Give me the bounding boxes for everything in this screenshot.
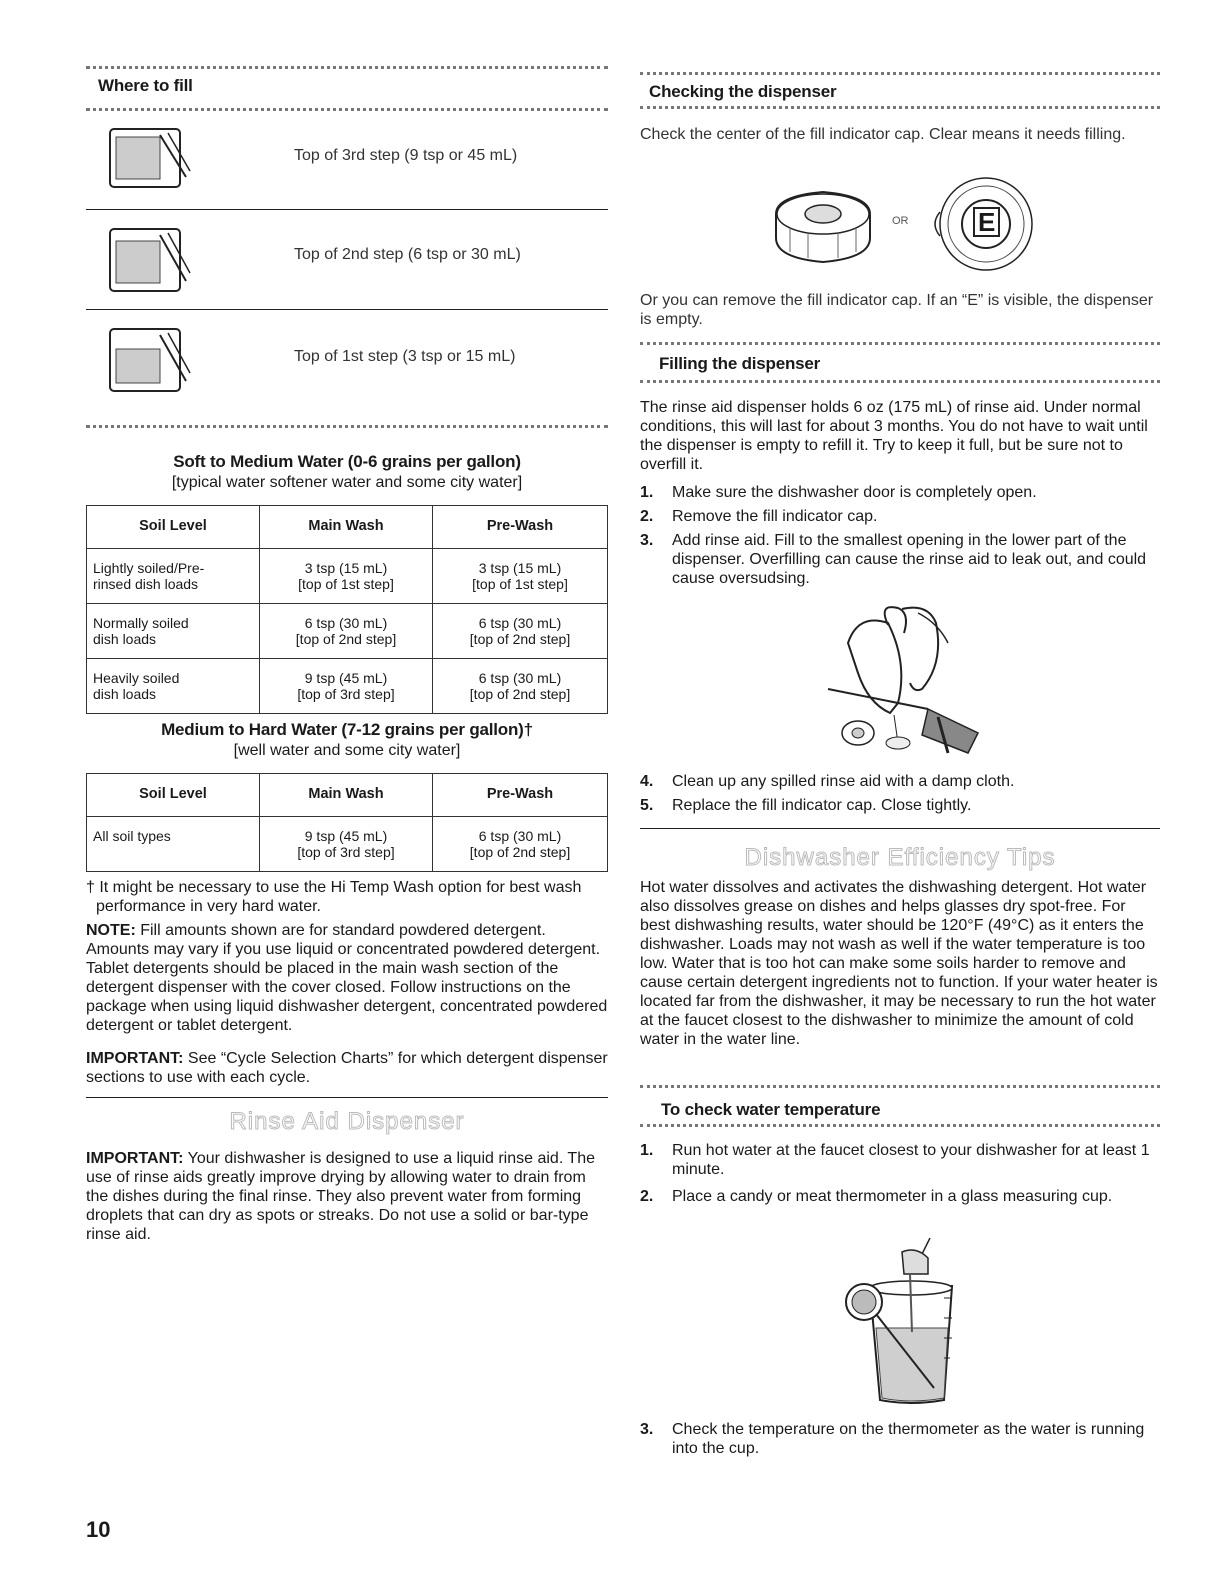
dispenser-cup-icon (106, 325, 192, 397)
fill-step-1 (86, 325, 608, 405)
list-item (640, 1187, 1160, 1206)
divider (640, 72, 1160, 75)
step-number: 4. (640, 773, 654, 790)
fill-step-label: Top of 3rd step (9 tsp or 45 mL) (294, 147, 518, 164)
step-text: Replace the fill indicator cap. Close tightly. (672, 797, 972, 814)
soft-water-section (86, 452, 608, 492)
list-item (640, 507, 1160, 526)
hard-water-subtitle: [well water and some city water] (233, 742, 461, 759)
step-text: Run hot water at the faucet closest to your dishwasher for at least 1 minute. (672, 1142, 1150, 1178)
step-number: 2. (640, 1188, 654, 1205)
list-item (640, 772, 1160, 791)
where-to-fill-heading: Where to fill (98, 76, 193, 95)
page-number: 10 (86, 1517, 111, 1542)
column-header: Pre-Wash (433, 774, 608, 817)
divider (640, 380, 1160, 383)
table-row (87, 659, 608, 714)
soil-level-cell: Heavily soiled dish loads (87, 659, 260, 714)
checking-heading: Checking the dispenser (649, 82, 837, 101)
divider (86, 309, 608, 310)
divider (86, 425, 608, 428)
checking-text: Check the center of the fill indicator cap. Clear means it needs filling. (640, 126, 1126, 143)
column-header: Soil Level (87, 506, 260, 549)
important-paragraph (86, 1049, 608, 1087)
divider (640, 342, 1160, 345)
soft-water-subtitle: [typical water softener water and some city water] (171, 474, 523, 491)
filling-intro: The rinse aid dispenser holds 6 oz (175 mL) of rinse aid. Under normal conditions, this will last for about 3 months. You do not have to wait until the dispenser is empty to refill it. Try to keep it full, but be sure not to overfill it. (640, 399, 1148, 473)
section-rule (86, 1097, 608, 1098)
rinse-aid-text: Your dishwasher is designed to use a liquid rinse aid. The use of rinse aids greatly improve drying by allowing water to drain from the dishes during the final rinse. They also prevent water from forming droplets that can dry as spots or streaks. Do not use a solid or bar-type rinse aid. (86, 1150, 595, 1243)
step-text: Clean up any spilled rinse aid with a damp cloth. (672, 773, 1015, 790)
or-label: OR (892, 215, 909, 227)
list-item (640, 483, 1160, 502)
divider (86, 108, 608, 111)
fill-step-label: Top of 1st step (3 tsp or 15 mL) (294, 348, 516, 365)
important-label: IMPORTANT: (86, 1150, 184, 1167)
pre-wash-cell: 6 tsp (30 mL) [top of 2nd step] (433, 659, 608, 714)
soft-water-table (86, 505, 608, 714)
step-number: 5. (640, 797, 654, 814)
pouring-rinse-aid-illustration (818, 603, 988, 763)
important-label: IMPORTANT: (86, 1050, 184, 1067)
divider (640, 1124, 1160, 1127)
dispenser-cup-icon (106, 225, 192, 295)
divider (86, 209, 608, 210)
fill-step-label: Top of 2nd step (6 tsp or 30 mL) (294, 246, 521, 263)
water-temp-steps (640, 1141, 1160, 1206)
step-text: Place a candy or meat thermometer in a glass measuring cup. (672, 1188, 1113, 1205)
step-number: 1. (640, 1142, 654, 1159)
pre-wash-cell: 6 tsp (30 mL) [top of 2nd step] (433, 817, 608, 872)
section-rule (640, 828, 1160, 829)
step-text: Remove the fill indicator cap. (672, 508, 878, 525)
table-row (87, 549, 608, 604)
divider (86, 66, 608, 69)
thermometer-cup-illustration (840, 1238, 960, 1408)
filling-heading: Filling the dispenser (659, 354, 821, 373)
list-item (640, 796, 1160, 815)
water-temp-heading: To check water temperature (661, 1100, 881, 1119)
step-number: 2. (640, 508, 654, 525)
column-header: Main Wash (260, 506, 433, 549)
pre-wash-cell: 6 tsp (30 mL) [top of 2nd step] (433, 604, 608, 659)
hard-water-table (86, 773, 608, 872)
fill-step-2 (86, 225, 608, 310)
rinse-aid-paragraph (86, 1149, 608, 1244)
water-temp-steps-continued (640, 1420, 1160, 1458)
divider (640, 1085, 1160, 1088)
main-wash-cell: 9 tsp (45 mL) [top of 3rd step] (260, 659, 433, 714)
divider (640, 106, 1160, 109)
main-wash-cell: 3 tsp (15 mL) [top of 1st step] (260, 549, 433, 604)
empty-letter: E (973, 207, 1000, 237)
soil-level-cell: Normally soiled dish loads (87, 604, 260, 659)
filling-steps (640, 483, 1160, 588)
step-text: Check the temperature on the thermometer as the water is running into the cup. (672, 1421, 1145, 1457)
main-wash-cell: 9 tsp (45 mL) [top of 3rd step] (260, 817, 433, 872)
checking-text-2: Or you can remove the fill indicator cap. If an “E” is visible, the dispenser is empty. (640, 292, 1154, 328)
column-header: Soil Level (87, 774, 260, 817)
hard-water-section (86, 720, 608, 760)
footnote: † It might be necessary to use the Hi Temp Wash option for best wash performance in very hard water. (86, 879, 582, 915)
filling-steps-continued (640, 772, 1160, 815)
fill-indicator-illustration (768, 172, 1048, 278)
step-text: Add rinse aid. Fill to the smallest opening in the lower part of the dispenser. Overfilling can cause the rinse aid to leak out, and could cause oversudsing. (672, 532, 1147, 587)
note-paragraph (86, 921, 608, 1035)
step-number: 3. (640, 532, 654, 549)
column-header: Pre-Wash (433, 506, 608, 549)
step-number: 1. (640, 484, 654, 501)
rinse-aid-title: Rinse Aid Dispenser (229, 1108, 465, 1135)
main-wash-cell: 6 tsp (30 mL) [top of 2nd step] (260, 604, 433, 659)
fill-step-3 (86, 125, 608, 210)
efficiency-title: Dishwasher Efficiency Tips (744, 844, 1056, 871)
efficiency-text: Hot water dissolves and activates the dishwashing detergent. Hot water also dissolves grease on dishes and helps glasses dry spot-free. For best dishwashing results, water should be 120°F (49°C) as it enters the dishwasher. Loads may not wash as well if the water temperature is too low. Water that is too hot can make some soils harder to remove and cause certain detergent ingredients not to function. If your water heater is located far from the dishwasher, it may be necessary to run the hot water at the faucet closest to the dishwasher to minimize the amount of cold water in the water line. (640, 879, 1158, 1048)
list-item (640, 1420, 1160, 1458)
note-text: Fill amounts shown are for standard powdered detergent. Amounts may vary if you use liquid or concentrated powdered detergent. Tablet detergents should be placed in the main wash section of the detergent dispenser with the cover closed. Follow instructions on the package when using liquid dishwasher detergent, concentrated powdered detergent or tablet detergent. (86, 922, 608, 1034)
soft-water-title: Soft to Medium Water (0-6 grains per gallon) (173, 452, 521, 471)
table-row (87, 604, 608, 659)
note-label: NOTE: (86, 922, 136, 939)
list-item (640, 531, 1160, 588)
column-header: Main Wash (260, 774, 433, 817)
step-number: 3. (640, 1421, 654, 1438)
pre-wash-cell: 3 tsp (15 mL) [top of 1st step] (433, 549, 608, 604)
table-row (87, 817, 608, 872)
soil-level-cell: Lightly soiled/Pre- rinsed dish loads (87, 549, 260, 604)
indicator-cap-icon (768, 176, 878, 272)
important-text: See “Cycle Selection Charts” for which detergent dispenser sections to use with each cycle. (86, 1050, 608, 1086)
list-item (640, 1141, 1160, 1179)
hard-water-title: Medium to Hard Water (7-12 grains per gallon)† (161, 720, 533, 739)
dispenser-cup-icon (106, 125, 192, 195)
soil-level-cell: All soil types (87, 817, 260, 872)
step-text: Make sure the dishwasher door is completely open. (672, 484, 1037, 501)
